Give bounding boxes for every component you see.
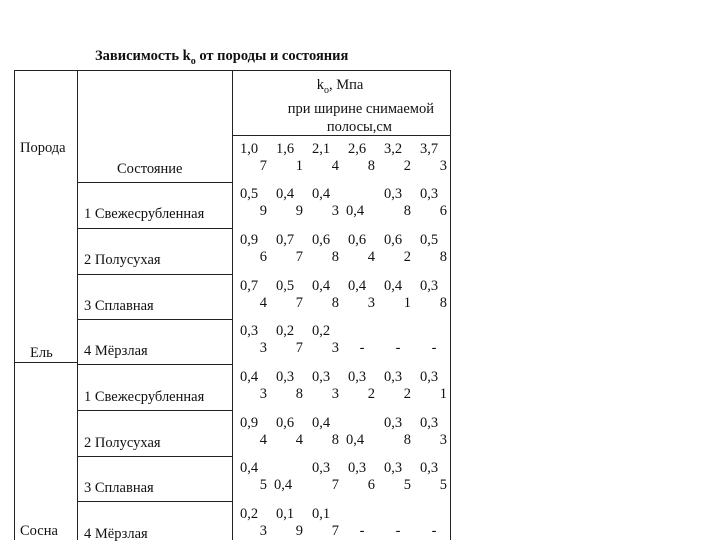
species-label: Ель — [30, 345, 53, 361]
width-value: 3,2 2 — [384, 141, 411, 174]
table-cell-value: 0,9 6 — [240, 232, 267, 265]
table-cell-value: 0,4 5 — [240, 460, 267, 493]
k-header-line2: при ширине снимаемой — [287, 100, 434, 117]
k-header-line1: $k_o$, Мпа — [316, 77, 364, 96]
table-cell-value: 0,4 1 — [384, 278, 411, 311]
table-cell-value: 0,2 3 — [312, 323, 339, 356]
table-cell-value: 0,3 8 — [384, 415, 411, 448]
k-header-line3: полосы,см — [326, 118, 392, 135]
table-cell-value: - — [395, 340, 401, 356]
table-cell-value: 0,3 7 — [312, 460, 339, 493]
table-cell-value: 0,4 9 — [276, 186, 303, 219]
width-value: 2,1 4 — [312, 141, 339, 174]
caption-suffix: от породы и состояния — [195, 48, 349, 64]
row-separator — [77, 364, 232, 365]
table-cell-value: 0,3 5 — [420, 460, 447, 493]
table-cell-value: 0,5 8 — [420, 232, 447, 265]
state-label: 3 Сплавная — [84, 298, 154, 314]
table-cell-value: 0,4 3 — [348, 278, 375, 311]
species-label: Сосна — [20, 523, 58, 539]
state-header: Состояние — [117, 161, 183, 177]
state-label: 4 Мёрзлая — [84, 526, 148, 542]
table-cell-value: 0,4 8 — [312, 415, 339, 448]
table-cell-value: 0,3 2 — [384, 369, 411, 402]
row-separator — [77, 228, 232, 229]
state-label: 1 Свежесрубленная — [84, 206, 205, 222]
table-cell-value: 0,2 3 — [240, 506, 267, 539]
table-cell-value: 0,3 3 — [420, 415, 447, 448]
table-cell-value: 0,3 2 — [348, 369, 375, 402]
table-cell-value: 0,3 8 — [420, 278, 447, 311]
table-cell-value: 0,5 9 — [240, 186, 267, 219]
table-cell-value: 0,4 — [274, 477, 293, 493]
left-border — [14, 70, 15, 540]
table-cell-value: - — [395, 523, 401, 539]
width-value: 3,7 3 — [420, 141, 447, 174]
table-cell-value: 0,3 6 — [420, 186, 447, 219]
table-cell-value: 0,3 8 — [384, 186, 411, 219]
state-column-divider — [232, 70, 233, 540]
width-value: 1,0 7 — [240, 141, 267, 174]
table-cell-value: 0,7 7 — [276, 232, 303, 265]
table-cell-value: 0,3 5 — [384, 460, 411, 493]
row-separator — [77, 410, 232, 411]
table-cell-value: 0,3 3 — [240, 323, 267, 356]
table-cell-value: 0,3 3 — [312, 369, 339, 402]
table-cell-value: 0,4 — [346, 432, 365, 448]
row-separator — [77, 456, 232, 457]
width-value: 1,6 1 — [276, 141, 303, 174]
table-cell-value: - — [431, 523, 437, 539]
state-label: 2 Полусухая — [84, 435, 161, 451]
group-divider — [14, 362, 77, 363]
table-cell-value: - — [431, 340, 437, 356]
table-cell-value: 0,2 7 — [276, 323, 303, 356]
table-cell-value: 0,4 3 — [240, 369, 267, 402]
table-cell-value: 0,4 3 — [312, 186, 339, 219]
row-separator — [77, 274, 232, 275]
caption-prefix: Зависимость k — [95, 48, 191, 64]
caption-subscript: o — [190, 55, 196, 67]
row-separator — [77, 501, 232, 502]
state-label: 1 Свежесрубленная — [84, 389, 205, 405]
table-cell-value: 0,4 — [346, 203, 365, 219]
species-column-divider — [77, 70, 78, 540]
table-cell-value: 0,3 8 — [276, 369, 303, 402]
width-value: 2,6 8 — [348, 141, 375, 174]
row-separator — [77, 182, 232, 183]
table-cell-value: 0,1 9 — [276, 506, 303, 539]
state-label: 3 Сплавная — [84, 480, 154, 496]
state-label: 4 Мёрзлая — [84, 343, 148, 359]
table-cell-value: - — [359, 340, 365, 356]
table-cell-value: 0,5 7 — [276, 278, 303, 311]
table-cell-value: - — [359, 523, 365, 539]
row-separator — [77, 319, 232, 320]
table-cell-value: 0,7 4 — [240, 278, 267, 311]
table-cell-value: 0,6 8 — [312, 232, 339, 265]
table-caption — [95, 48, 348, 67]
table-cell-value: 0,6 2 — [384, 232, 411, 265]
table-cell-value: 0,6 4 — [348, 232, 375, 265]
table-cell-value: 0,4 8 — [312, 278, 339, 311]
k-header — [232, 76, 448, 136]
table-cell-value: 0,1 7 — [312, 506, 339, 539]
right-border — [450, 70, 451, 540]
table-cell-value: 0,3 1 — [420, 369, 447, 402]
table-cell-value: 0,9 4 — [240, 415, 267, 448]
table-cell-value: 0,3 6 — [348, 460, 375, 493]
species-header: Порода — [20, 140, 66, 156]
table-cell-value: 0,6 4 — [276, 415, 303, 448]
state-label: 2 Полусухая — [84, 252, 161, 268]
